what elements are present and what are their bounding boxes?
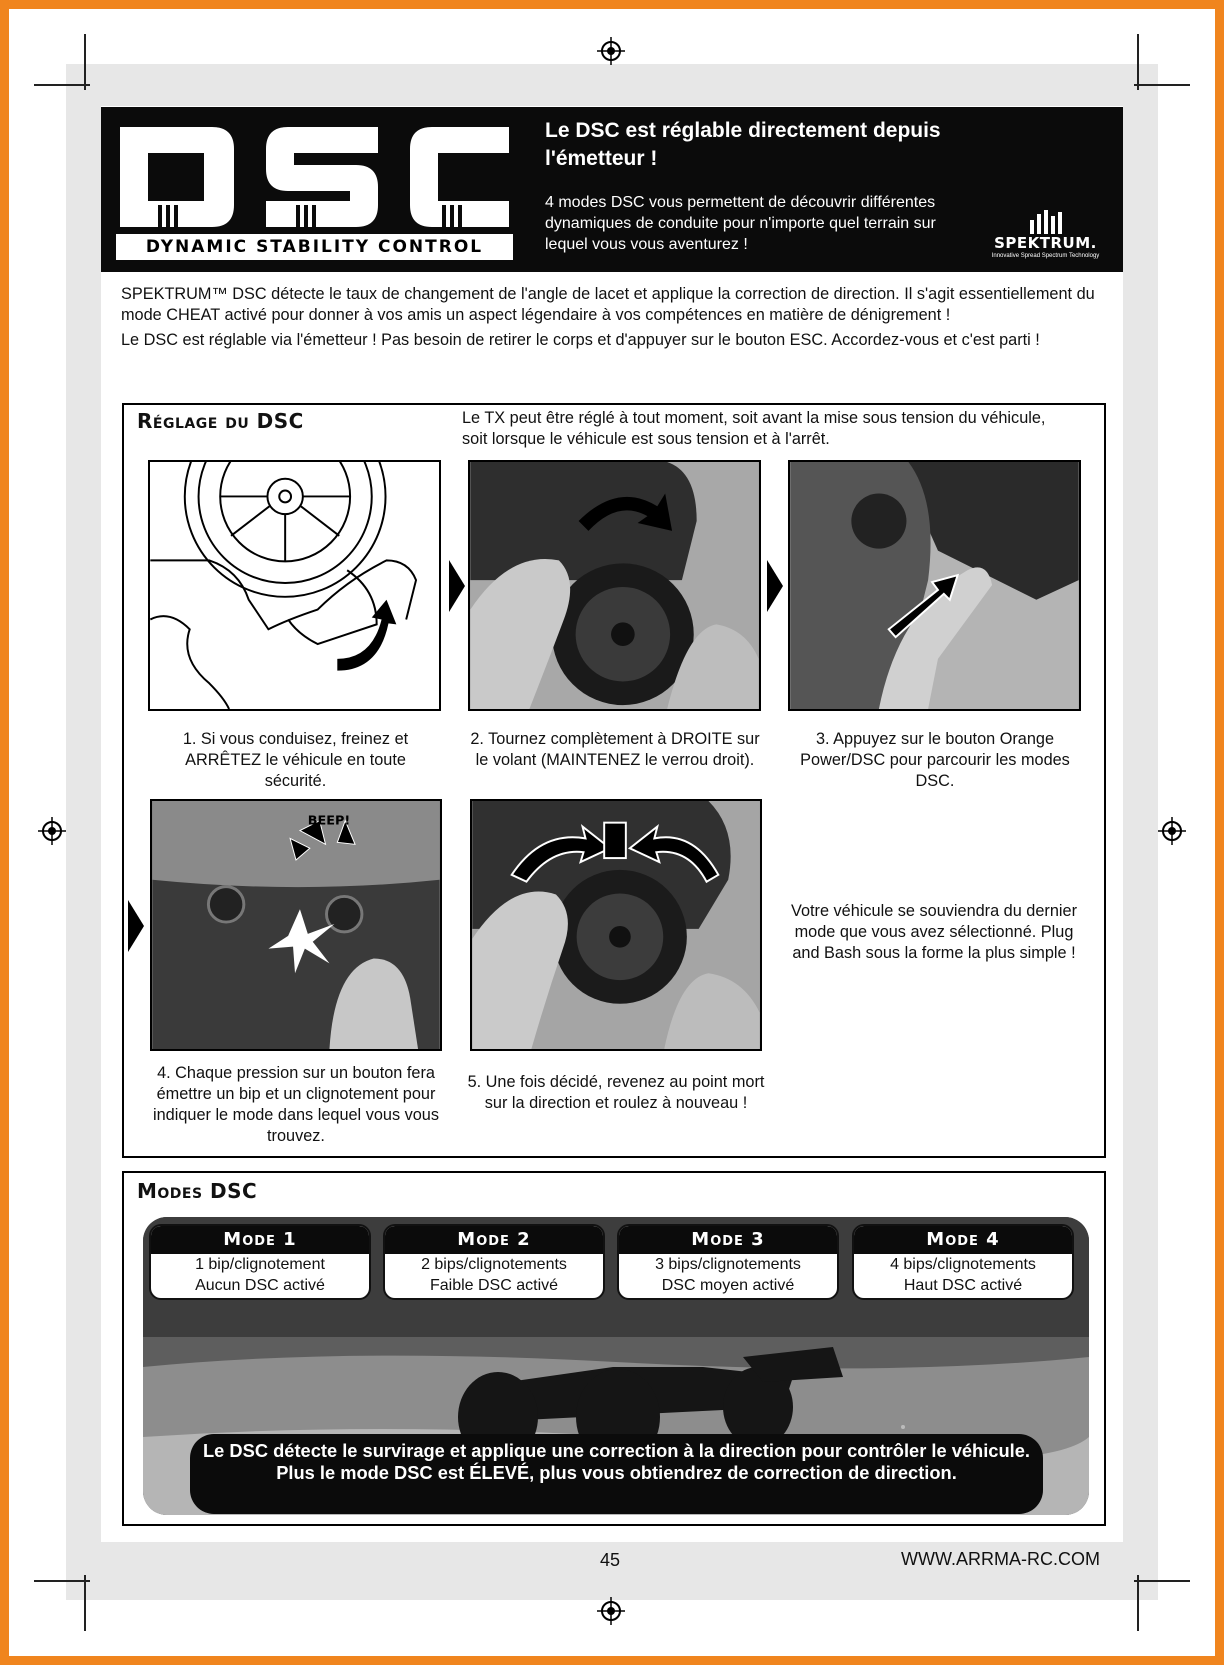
- setup-title: Réglage du DSC: [137, 409, 304, 433]
- mode-card-line: 2 bips/clignotements: [421, 1256, 567, 1273]
- spektrum-brand: SPEKTRUM.: [994, 234, 1097, 252]
- mode-card-title: Mode 2: [385, 1226, 603, 1254]
- beep-label: BEEP!: [307, 813, 351, 829]
- step-5-caption: 5. Une fois décidé, revenez au point mort sur la direction et roulez à nouveau !: [467, 1073, 765, 1112]
- crop-mark: [1134, 1580, 1190, 1582]
- mode-card-line: 1 bip/clignotement: [195, 1256, 325, 1273]
- registration-mark-icon: [38, 817, 66, 845]
- dsc-logo-graphic: [116, 121, 513, 233]
- memory-note: Votre véhicule se souviendra du dernier mode que vous avez sélectionné. Plug and Bash sous la forme la plus simple !: [790, 902, 1077, 962]
- step-4-photo: [150, 799, 442, 1051]
- summary-line: Plus le mode DSC est ÉLEVÉ, plus vous obtiendrez de correction de direction.: [276, 1462, 957, 1483]
- crop-mark: [34, 84, 90, 86]
- mode-card-line: DSC moyen activé: [661, 1277, 795, 1294]
- crop-mark: [84, 34, 86, 90]
- step-4-caption: 4. Chaque pression sur un bouton fera émettre un bip et un clignotement pour indiquer le mode dans lequel vous vous trouvez.: [152, 1064, 439, 1145]
- setup-note: Le TX peut être réglé à tout moment, soit avant la mise sous tension du véhicule, soit lorsque le véhicule est sous tension et à l'arrêt.: [462, 409, 1046, 448]
- mode-card-title: Mode 4: [854, 1226, 1072, 1254]
- modes-title: Modes DSC: [137, 1179, 258, 1203]
- mode-card-title: Mode 3: [619, 1226, 837, 1254]
- spektrum-bars-icon: [978, 210, 1113, 234]
- spektrum-logo: [978, 210, 1113, 268]
- registration-mark-icon: [1158, 817, 1186, 845]
- dsc-summary-banner: [190, 1434, 1043, 1514]
- registration-mark-icon: [597, 37, 625, 65]
- step-2-caption: 2. Tournez complètement à DROITE sur le volant (MAINTENEZ le verrou droit).: [470, 730, 760, 769]
- mode-card-3: [617, 1224, 839, 1300]
- crop-mark: [34, 1580, 90, 1582]
- step-arrow-icon: [449, 560, 465, 612]
- crop-mark: [1134, 84, 1190, 86]
- mode-card-line: Aucun DSC activé: [195, 1277, 325, 1294]
- intro-text: [121, 284, 1096, 355]
- mode-card-1: [149, 1224, 371, 1300]
- step-2-photo: [468, 460, 761, 711]
- header-title: Le DSC est réglable directement depuis l'émetteur !: [545, 119, 941, 170]
- step-arrow-icon: [767, 560, 783, 612]
- crop-mark: [1137, 34, 1139, 90]
- hand-pressing-button-photo: [790, 462, 1079, 709]
- registration-mark-icon: [597, 1597, 625, 1625]
- return-to-neutral-photo: [472, 801, 760, 1049]
- dsc-logo: [116, 121, 513, 261]
- step-1-illustration: [148, 460, 441, 711]
- mode-card-line: 3 bips/clignotements: [655, 1256, 801, 1273]
- mode-card-line: 4 bips/clignotements: [890, 1256, 1036, 1273]
- step-1-caption: 1. Si vous conduisez, freinez et ARRÊTEZ le véhicule en toute sécurité.: [182, 730, 409, 790]
- summary-line: Le DSC détecte le survirage et applique une correction à la direction pour contrôler le véhicule.: [203, 1440, 1030, 1461]
- dsc-logo-subtitle: DYNAMIC STABILITY CONTROL: [116, 234, 513, 260]
- header-body: 4 modes DSC vous permettent de découvrir différentes dynamiques de conduite pour n'importe quel terrain sur lequel vous vous aventurez !: [545, 194, 936, 253]
- transmitter-wheel-illustration: [150, 462, 439, 709]
- mode-card-2: [383, 1224, 605, 1300]
- step-3-photo: [788, 460, 1081, 711]
- spektrum-tagline: Innovative Spread Spectrum Technology: [991, 253, 1100, 259]
- hand-turning-wheel-photo: [470, 462, 759, 709]
- intro-paragraph: Le DSC est réglable via l'émetteur ! Pas besoin de retirer le corps et d'appuyer sur le bouton ESC. Accordez-vous et c'est parti !: [121, 331, 1040, 349]
- mode-card-line: Haut DSC activé: [903, 1277, 1023, 1294]
- mode-card-title: Mode 1: [151, 1226, 369, 1254]
- crop-mark: [1137, 1575, 1139, 1631]
- step-5-photo: [470, 799, 762, 1051]
- website-url: WWW.ARRMA-RC.COM: [901, 1549, 1100, 1569]
- page-number: 45: [599, 1550, 621, 1570]
- mode-card-4: [852, 1224, 1074, 1300]
- intro-paragraph: SPEKTRUM™ DSC détecte le taux de changement de l'angle de lacet et applique la correction de direction. Il s'agit essentiellement du mode CHEAT activé pour donner à vos amis un aspect légendaire à vos compétences en matière de dénigrement !: [121, 285, 1095, 324]
- button-flash-photo: [152, 801, 440, 1049]
- step-3-caption: 3. Appuyez sur le bouton Orange Power/DSC pour parcourir les modes DSC.: [800, 730, 1070, 790]
- crop-mark: [84, 1575, 86, 1631]
- step-arrow-icon: [128, 900, 144, 952]
- mode-card-line: Faible DSC activé: [429, 1277, 559, 1294]
